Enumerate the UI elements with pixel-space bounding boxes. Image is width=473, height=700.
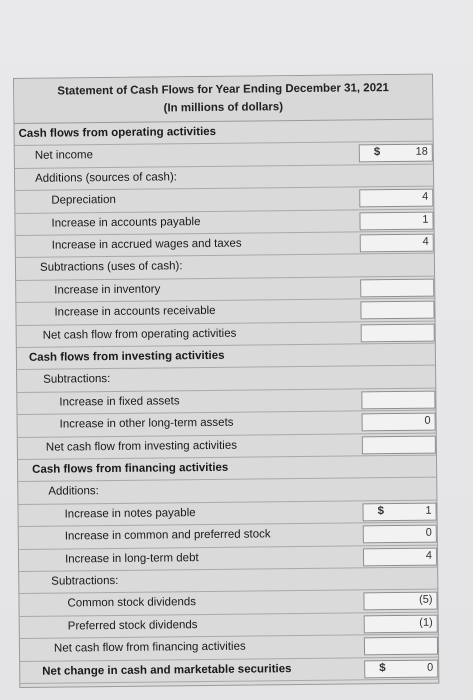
- value-input[interactable]: [364, 659, 438, 678]
- row-label: Cash flows from financing activities: [32, 461, 229, 476]
- row-value: 0: [427, 661, 434, 674]
- statement-subtitle: (In millions of dollars): [163, 101, 284, 115]
- row-label: Subtractions (uses of cash):: [39, 260, 183, 275]
- value-input[interactable]: [359, 144, 433, 163]
- row-label: Increase in other long-term assets: [59, 416, 234, 431]
- row-label: Increase in fixed assets: [59, 395, 180, 409]
- value-input[interactable]: [362, 413, 436, 432]
- value-input[interactable]: [360, 301, 434, 320]
- row-label: Cash flows from investing activities: [28, 349, 225, 364]
- value-input[interactable]: [362, 502, 436, 521]
- row-label: Net cash flow from investing activities: [45, 439, 238, 454]
- row-label: Subtractions:: [43, 373, 111, 387]
- value-input[interactable]: [360, 234, 434, 253]
- value-input[interactable]: [363, 525, 437, 544]
- row-value: (5): [418, 594, 433, 607]
- row-label: Increase in accounts receivable: [54, 305, 216, 319]
- row-label: Increase in inventory: [54, 283, 161, 297]
- value-input[interactable]: [359, 211, 433, 230]
- statement-header: [14, 75, 432, 124]
- value-input[interactable]: [361, 390, 435, 409]
- row-label: Increase in accrued wages and taxes: [51, 237, 242, 252]
- row-label: Net cash flow from operating activities: [42, 327, 237, 342]
- value-input[interactable]: [359, 189, 433, 208]
- currency-symbol: $: [377, 504, 385, 518]
- value-input[interactable]: [361, 323, 435, 342]
- row-label: Preferred stock dividends: [67, 618, 198, 633]
- value-input[interactable]: [363, 592, 437, 611]
- row-value: 4: [422, 190, 429, 203]
- value-input[interactable]: [360, 278, 434, 297]
- row-value: 18: [415, 146, 428, 159]
- value-input[interactable]: [363, 547, 437, 566]
- row-label: Increase in long-term debt: [64, 551, 199, 566]
- row-label: Depreciation: [51, 194, 116, 207]
- cash-flow-statement-table: [13, 74, 439, 688]
- table-row: [20, 657, 438, 684]
- row-value: 1: [425, 504, 432, 517]
- row-value: 4: [425, 549, 433, 562]
- currency-symbol: $: [373, 146, 381, 159]
- statement-title: Statement of Cash Flows for Year Ending December 31, 2021: [57, 82, 389, 98]
- row-label: Increase in common and preferred stock: [64, 528, 271, 543]
- row-label: Net income: [34, 149, 94, 163]
- row-label: Net cash flow from financing activities: [53, 640, 246, 655]
- row-label: Cash flows from operating activities: [18, 125, 217, 140]
- row-label: Additions:: [48, 485, 99, 499]
- row-value: (1): [419, 616, 433, 629]
- row-value: 0: [425, 526, 432, 539]
- value-input[interactable]: [362, 435, 436, 454]
- currency-symbol: $: [379, 661, 386, 674]
- row-label: Additions (sources of cash):: [34, 171, 178, 185]
- row-label: Increase in accounts payable: [51, 215, 201, 230]
- row-label: Subtractions:: [51, 574, 119, 588]
- value-input[interactable]: [364, 637, 438, 656]
- value-input[interactable]: [364, 614, 438, 633]
- row-value: 0: [424, 414, 431, 427]
- row-value: 4: [422, 235, 429, 248]
- row-label: Net change in cash and marketable securities: [42, 662, 292, 678]
- row-label: Common stock dividends: [67, 596, 197, 610]
- row-label: Increase in notes payable: [64, 506, 196, 521]
- row-value: 1: [422, 213, 429, 226]
